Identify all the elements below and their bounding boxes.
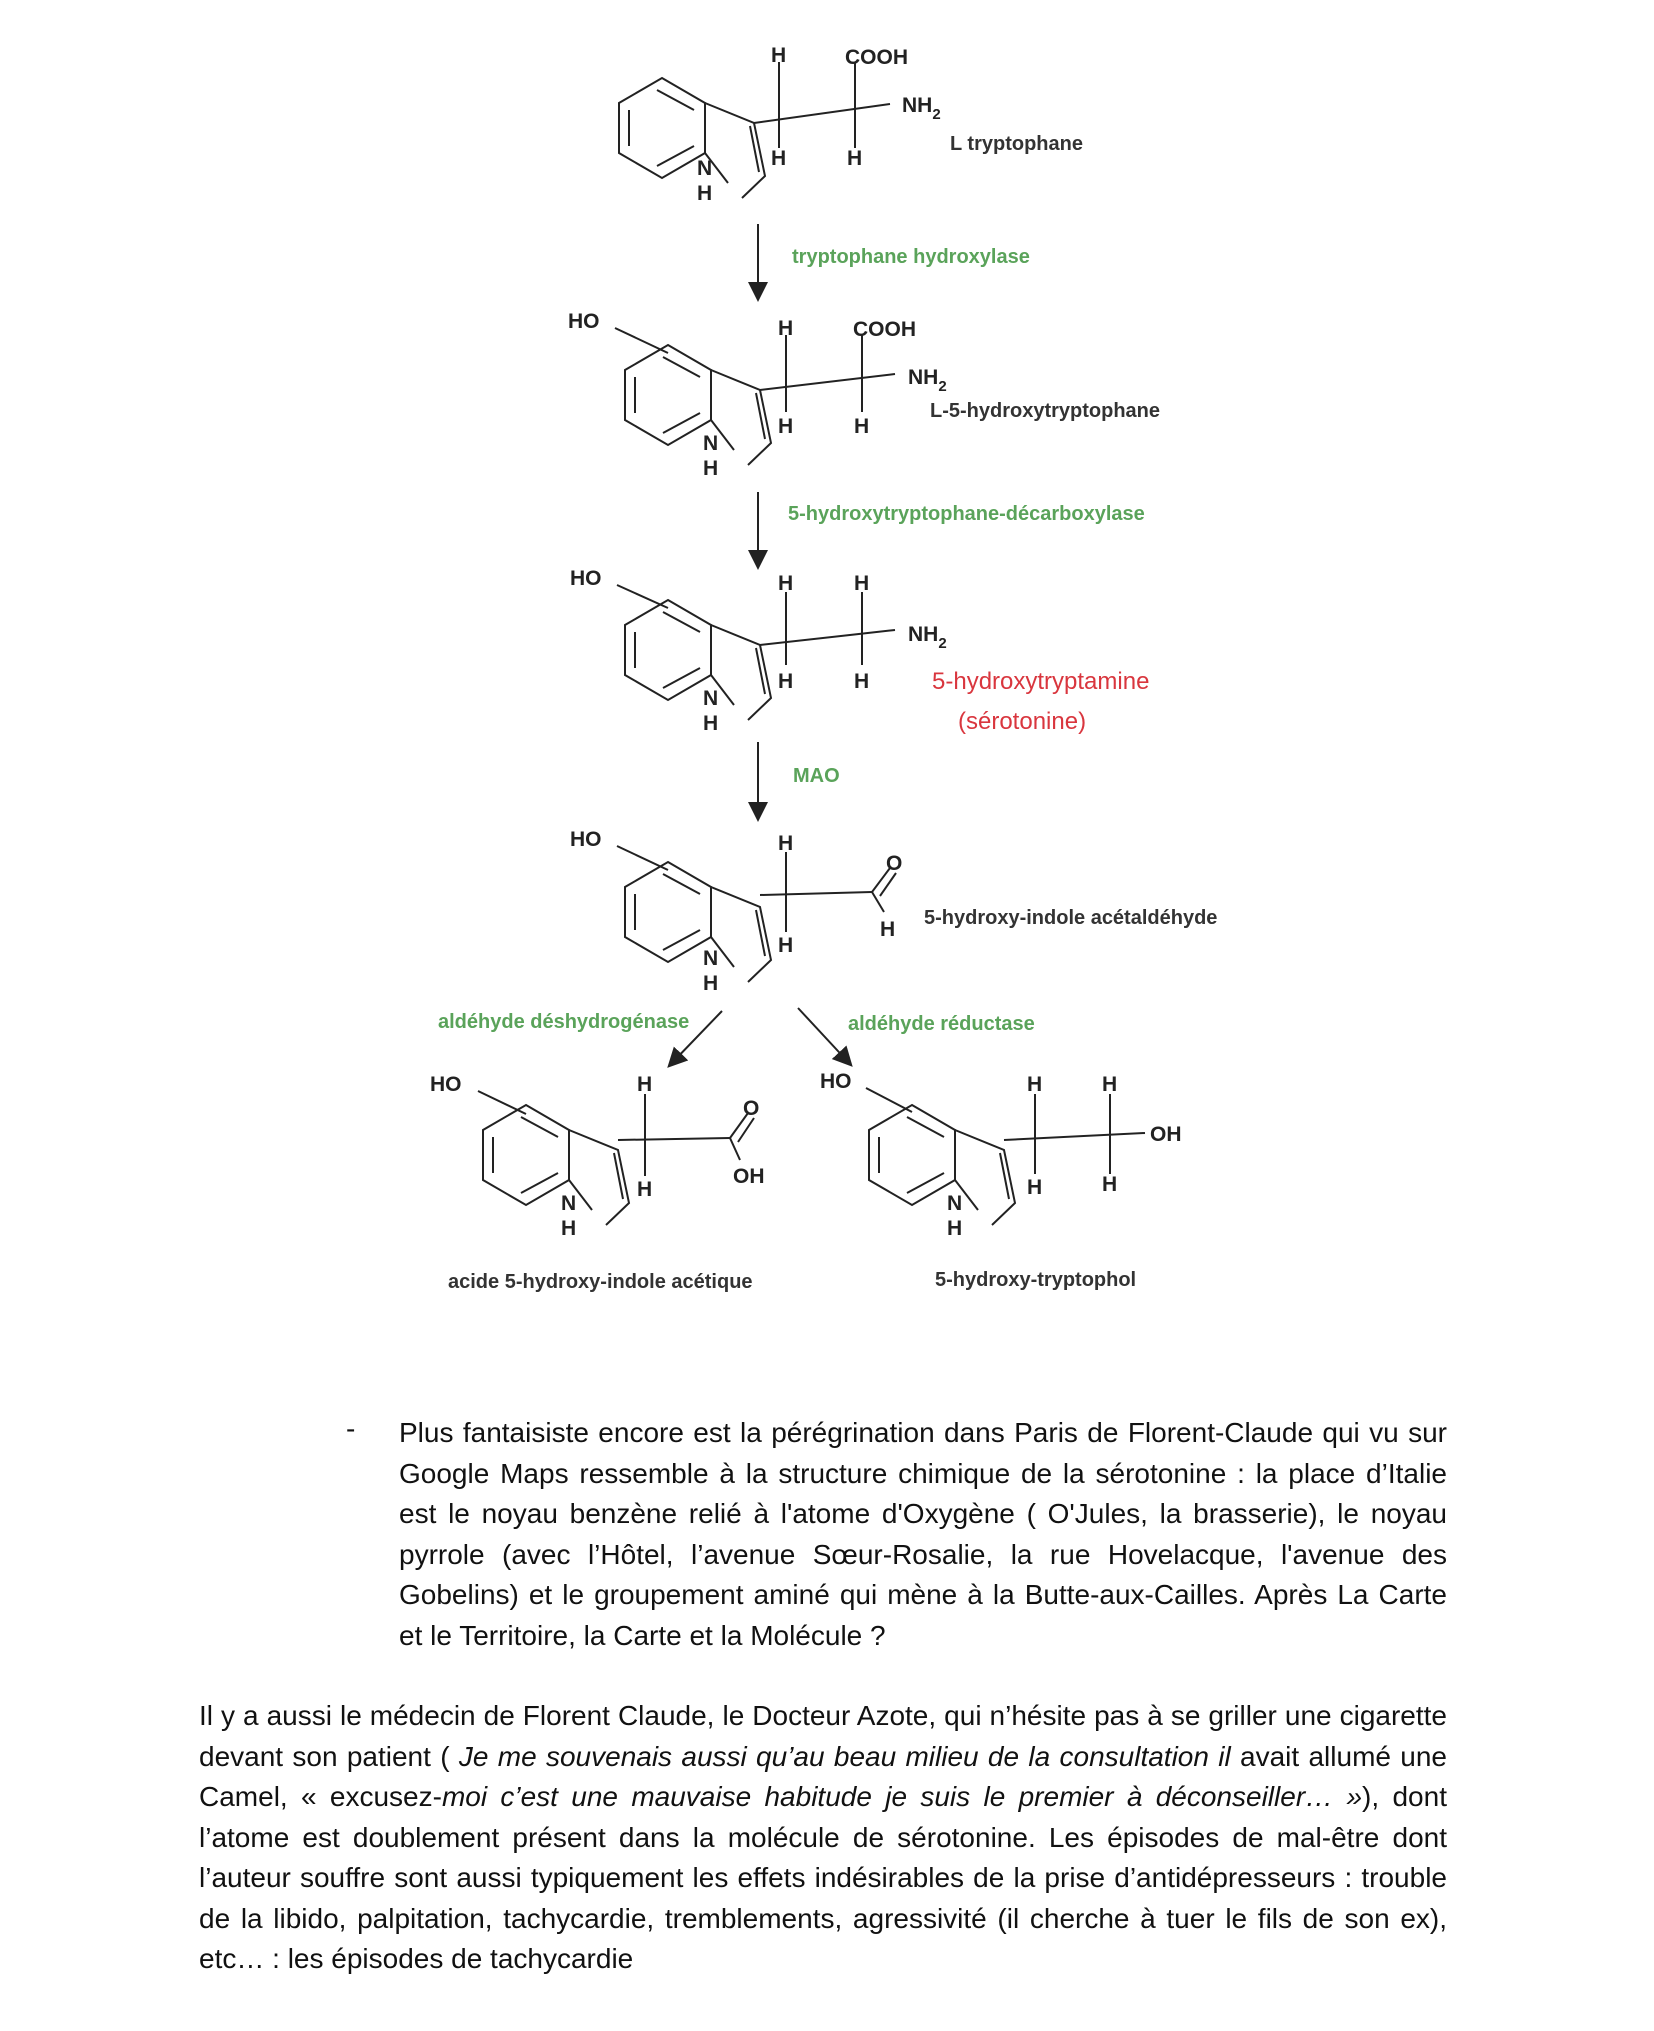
svg-text:HO: HO — [568, 310, 600, 333]
molecule-5-htp — [568, 310, 1160, 480]
svg-text:H: H — [771, 44, 787, 67]
svg-text:H: H — [1027, 1073, 1043, 1096]
svg-text:H: H — [637, 1178, 653, 1201]
svg-text:HO: HO — [430, 1073, 462, 1096]
name-acetaldehyde: 5-hydroxy-indole acétaldéhyde — [924, 907, 1218, 929]
svg-text:H: H — [703, 457, 719, 480]
svg-text:N: N — [703, 432, 719, 455]
svg-text:H: H — [778, 934, 794, 957]
svg-text:H: H — [854, 572, 870, 595]
svg-text:H: H — [847, 147, 863, 170]
svg-text:NH2: $NH_2$ — [908, 623, 947, 652]
svg-text:N: N — [561, 1192, 577, 1215]
enzyme-aldehyde-dehydrogenase: aldéhyde déshydrogénase — [438, 1011, 690, 1033]
svg-text:H: H — [697, 182, 713, 205]
enzyme-aldehyde-reductase: aldéhyde réductase — [848, 1013, 1035, 1035]
enzyme-mao: MAO — [793, 765, 840, 787]
molecule-serotonin — [570, 567, 1149, 735]
svg-text:H: H — [1027, 1176, 1043, 1199]
svg-text:N: N — [703, 687, 719, 710]
name-5-htp: L-5-hydroxytryptophane — [930, 400, 1161, 422]
enzyme-5-htp-decarboxylase: 5-hydroxytryptophane-décarboxylase — [788, 503, 1145, 525]
svg-text:OH: OH — [1150, 1123, 1182, 1146]
molecule-5-hiaa-aldehyde — [570, 828, 1217, 995]
svg-text:H: H — [778, 317, 794, 340]
svg-text:NH2: $NH_2$ — [908, 366, 947, 395]
svg-text:H: H — [778, 572, 794, 595]
svg-text:NH2: $NH_2$ — [902, 94, 941, 123]
svg-text:H: H — [703, 712, 719, 735]
svg-text:HO: HO — [570, 828, 602, 851]
svg-text:O: O — [886, 852, 903, 875]
svg-text:H: H — [703, 972, 719, 995]
svg-text:H: H — [947, 1217, 963, 1240]
svg-text:COOH: COOH — [853, 318, 916, 341]
name-serotonin-alt: (sérotonine) — [958, 708, 1087, 735]
svg-text:H: H — [778, 670, 794, 693]
svg-text:H: H — [778, 832, 794, 855]
svg-text:H: H — [854, 670, 870, 693]
molecule-l-tryptophane — [619, 44, 1083, 205]
svg-text:H: H — [561, 1217, 577, 1240]
svg-text:H: H — [1102, 1173, 1118, 1196]
svg-text:HO: HO — [570, 567, 602, 590]
svg-text:H: H — [771, 147, 787, 170]
svg-text:N: N — [697, 157, 713, 180]
name-l-tryptophane: L tryptophane — [950, 133, 1083, 155]
svg-text:COOH: COOH — [845, 46, 908, 69]
svg-text:N: N — [947, 1192, 963, 1215]
svg-text:N: N — [703, 947, 719, 970]
name-tryptophol: 5-hydroxy-tryptophol — [935, 1269, 1137, 1291]
svg-text:OH: OH — [733, 1165, 765, 1188]
svg-text:H: H — [854, 415, 870, 438]
svg-text:HO: HO — [820, 1070, 852, 1093]
svg-text:H: H — [1102, 1073, 1118, 1096]
enzyme-tryptophane-hydroxylase: tryptophane hydroxylase — [792, 246, 1030, 268]
arrow-to-alcohol — [798, 1008, 850, 1064]
svg-text:H: H — [778, 415, 794, 438]
molecule-5-hiaa — [430, 1073, 765, 1293]
name-serotonin: 5-hydroxytryptamine — [932, 668, 1150, 695]
svg-text:H: H — [880, 918, 896, 941]
svg-text:O: O — [743, 1097, 760, 1120]
molecule-5-hydroxytryptophol — [820, 1070, 1182, 1291]
paragraph-map-molecule: Plus fantaisiste encore est la pérégrination dans Paris de Florent-Claude qui vu sur Google Maps ressemble à la structure chimique de la sérotonine : la place d’Italie est le noyau benzène relié à l'atome d'Oxygène ( O'Jules, la brasserie), le noyau pyrrole (avec l’Hôtel, l’avenue Sœur-Rosalie, la rue Hovelacque, l'avenue des Gobelins) et le groupement aminé qui mène à la Butte-aux-Cailles. Après La Carte et le Territoire, la Carte et la Molécule ? — [399, 1417, 1447, 1651]
name-5-hiaa: acide 5-hydroxy-indole acétique — [448, 1271, 753, 1293]
list-bullet: - — [346, 1413, 356, 1444]
paragraph-docteur-azote: Il y a aussi le médecin de Florent Claude, le Docteur Azote, qui n’hésite pas à se griller une cigarette devant son patient ( Je me souvenais aussi qu’au beau milieu de la consultation il avait allumé une Camel, « excusez-moi c’est une mauvaise habitude je suis le premier à déconseiller… »), dont l’atome est doublement présent dans la molécule de sérotonine. Les épisodes de mal-être dont l’auteur souffre sont aussi typiquement les effets indésirables de la prise d’antidépresseurs : trouble de la libido, palpitation, tachycardie, tremblements, agressivité (il cherche à tuer le fils de son ex), etc… : les épisodes de tachycardie — [199, 1700, 1447, 1974]
svg-text:H: H — [637, 1073, 653, 1096]
